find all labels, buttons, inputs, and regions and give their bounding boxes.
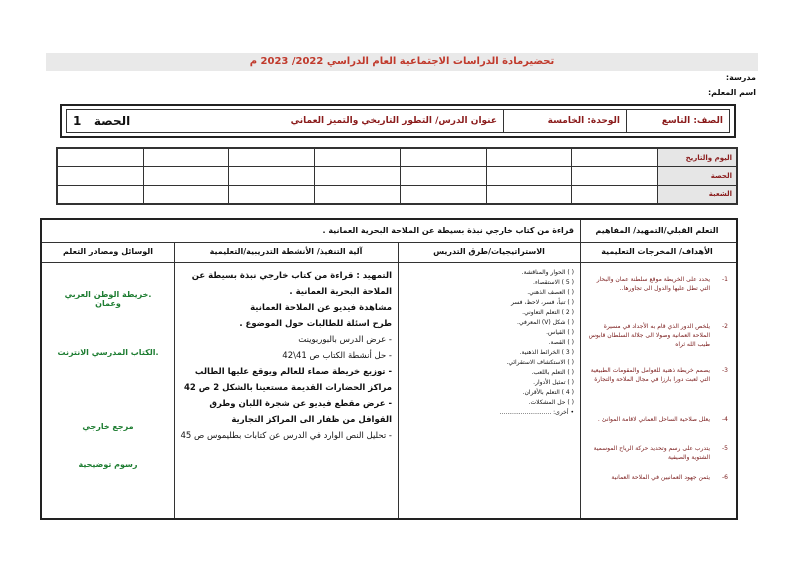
schedule-cell	[572, 149, 658, 167]
resource-item: .الكتاب المدرسي الانترنت	[57, 348, 159, 357]
strategy-item: ( ) تمثيل الأدوار.	[533, 379, 574, 386]
schedule-cell	[58, 185, 144, 203]
lesson-plan-table	[40, 218, 738, 520]
objective-number: 5-	[722, 445, 728, 452]
strategy-item: ( 2 ) التعلم التعاوني.	[522, 309, 574, 316]
strategy-item: ( ) حل المشكلات.	[528, 399, 574, 406]
schedule-table	[56, 147, 738, 205]
column-divider	[398, 242, 399, 518]
objective-text: يعلل صلاحية الساحل العماني لاقامة الموانئ .	[597, 416, 710, 423]
unit-cell: الوحدة: الخامسة	[503, 110, 626, 132]
column-divider	[174, 242, 175, 518]
resource-item: مرجع خارجي	[82, 422, 134, 431]
schedule-cell	[572, 185, 658, 203]
schedule-label-date: اليوم والتاريخ	[658, 149, 737, 167]
schedule-cell	[315, 149, 401, 167]
schedule-cell	[486, 167, 572, 185]
objective-number: 6-	[722, 474, 728, 481]
schedule-cell	[486, 185, 572, 203]
objective-number: 1-	[722, 276, 728, 283]
schedule-cell	[58, 149, 144, 167]
objective-text: يصمم خريطة ذهنية للعوامل والمقومات الطبيعية التي لعبت دورا بارزا في مجال الملاحة والتجارة	[590, 367, 710, 383]
column-divider	[580, 220, 581, 518]
strategies-header: الاستراتيجيات/طرق التدريس	[433, 247, 545, 256]
strategies-list	[404, 268, 574, 418]
activity-item: - عرض مقطع فيديو عن شجرة اللبان وطرق القوافل من ظفار الى المراكز التجارية	[209, 399, 392, 425]
resources-header: الوسائل ومصادر التعلم	[63, 247, 153, 256]
schedule-cell	[229, 149, 315, 167]
teacher-label: اسم المعلم:	[707, 88, 756, 97]
resource-item: .خريطة الوطن العربي وعمان	[64, 290, 152, 308]
schedule-label-section: الشعبة	[658, 185, 737, 203]
lesson-info-box	[60, 104, 736, 138]
schedule-cell	[229, 167, 315, 185]
schedule-label-period: الحصة	[658, 167, 737, 185]
lesson-title: عنوان الدرس/ التطور التاريخي والتميز العماني	[290, 116, 497, 126]
schedule-cell	[486, 149, 572, 167]
strategy-item: ( 5 ) الاستقصاء.	[533, 279, 574, 286]
strategy-item: • أخرى: ...........................	[499, 409, 574, 416]
schedule-cell	[143, 167, 229, 185]
schedule-cell	[143, 149, 229, 167]
page-title: تحضيرمادة الدراسات الاجتماعية العام الدراسي 2022/ 2023 م	[46, 53, 758, 71]
objective-number: 3-	[722, 367, 728, 374]
period-number: 1	[73, 114, 82, 128]
schedule-cell	[400, 185, 486, 203]
strategy-item: ( ) التعلم باللعب.	[531, 369, 574, 376]
objectives-header: الأهداف/ المخرجات التعليمية	[601, 247, 713, 256]
schedule-cell	[315, 185, 401, 203]
school-label: مدرسة:	[725, 73, 756, 82]
activity-item: - عرض الدرس بالبوربوينت	[298, 335, 392, 345]
activity-item: - تحليل النص الوارد في الدرس عن كتابات بطليموس ص 45	[180, 431, 392, 441]
objective-text: يلخص الدور الذي قام به الأجداد في مسيرة الملاحة العمانية وصولا الى جلالة السلطان قابوس طيب الله ثراه	[588, 323, 710, 348]
objective-text: يثمن جهود العمانيين في الملاحة العمانية	[611, 474, 710, 481]
strategy-item: ( ) الحوار والمناقشة.	[521, 269, 574, 276]
strategy-item: ( ) شكل (V) المعرفي.	[517, 319, 574, 326]
schedule-cell	[400, 149, 486, 167]
activity-item: مشاهدة فيديو عن الملاحة العمانية	[250, 303, 392, 313]
schedule-cell	[315, 167, 401, 185]
schedule-cell	[572, 167, 658, 185]
prior-learning-text: قراءة من كتاب خارجي نبذة بسيطة عن الملاحة البحرية العمانية .	[322, 226, 574, 235]
activity-item: - توزيع خريطة صماء للعالم ويوقع عليها الطالب مراكز الحضارات القديمة مستعينا بالشكل 2 ص 42	[183, 367, 392, 393]
schedule-cell	[400, 167, 486, 185]
strategy-item: ( ) القياس.	[546, 329, 574, 336]
strategy-item: ( ) العصف الذهني.	[527, 289, 574, 296]
strategy-item: ( ) تنبأ، فسر، لاحظ، فسر	[510, 299, 574, 306]
row-divider	[42, 242, 736, 243]
schedule-cell	[58, 167, 144, 185]
activity-item: التمهيد : قراءة من كتاب خارجي نبذة بسيطة عن الملاحة البحرية العمانية .	[191, 271, 392, 297]
grade-cell: الصف: التاسع	[626, 110, 729, 132]
objective-number: 2-	[722, 323, 728, 330]
strategy-item: ( ) القصة.	[548, 339, 574, 346]
objective-text: يحدد على الخريطة موقع سلطنة عمان والبحار التي تطل عليها والدول الى تجاورها..	[596, 276, 710, 292]
resource-item: رسوم توضيحية	[78, 460, 138, 469]
prior-learning-label: التعلم القبلي/التمهيد/ المفاهيم	[595, 226, 719, 235]
activity-item: طرح اسئلة للطالبات حول الموضوع .	[239, 319, 392, 329]
schedule-cell	[229, 185, 315, 203]
period-label	[73, 114, 130, 128]
objective-text: يتدرب على رسم وتحديد حركة الرياح الموسمية الشتوية والصيفية	[593, 445, 710, 461]
activity-item: - حل أنشطة الكتاب ص 41\42	[282, 351, 392, 361]
strategy-item: ( 3 ) الخرائط الذهنية.	[519, 349, 574, 356]
row-divider	[42, 262, 736, 263]
strategy-item: ( ) الاستكشاف الاستقرائي.	[506, 359, 574, 366]
activities-header: آلية التنفيذ/ الأنشطة التدريبية/التعليمية	[209, 247, 363, 256]
activities-list	[180, 268, 392, 444]
period-label-text: الحصة	[93, 114, 131, 128]
lesson-title-cell	[67, 110, 503, 132]
schedule-cell	[143, 185, 229, 203]
objective-number: 4-	[722, 416, 728, 423]
strategy-item: ( 4 ) التعلم بالأقران.	[522, 389, 574, 396]
